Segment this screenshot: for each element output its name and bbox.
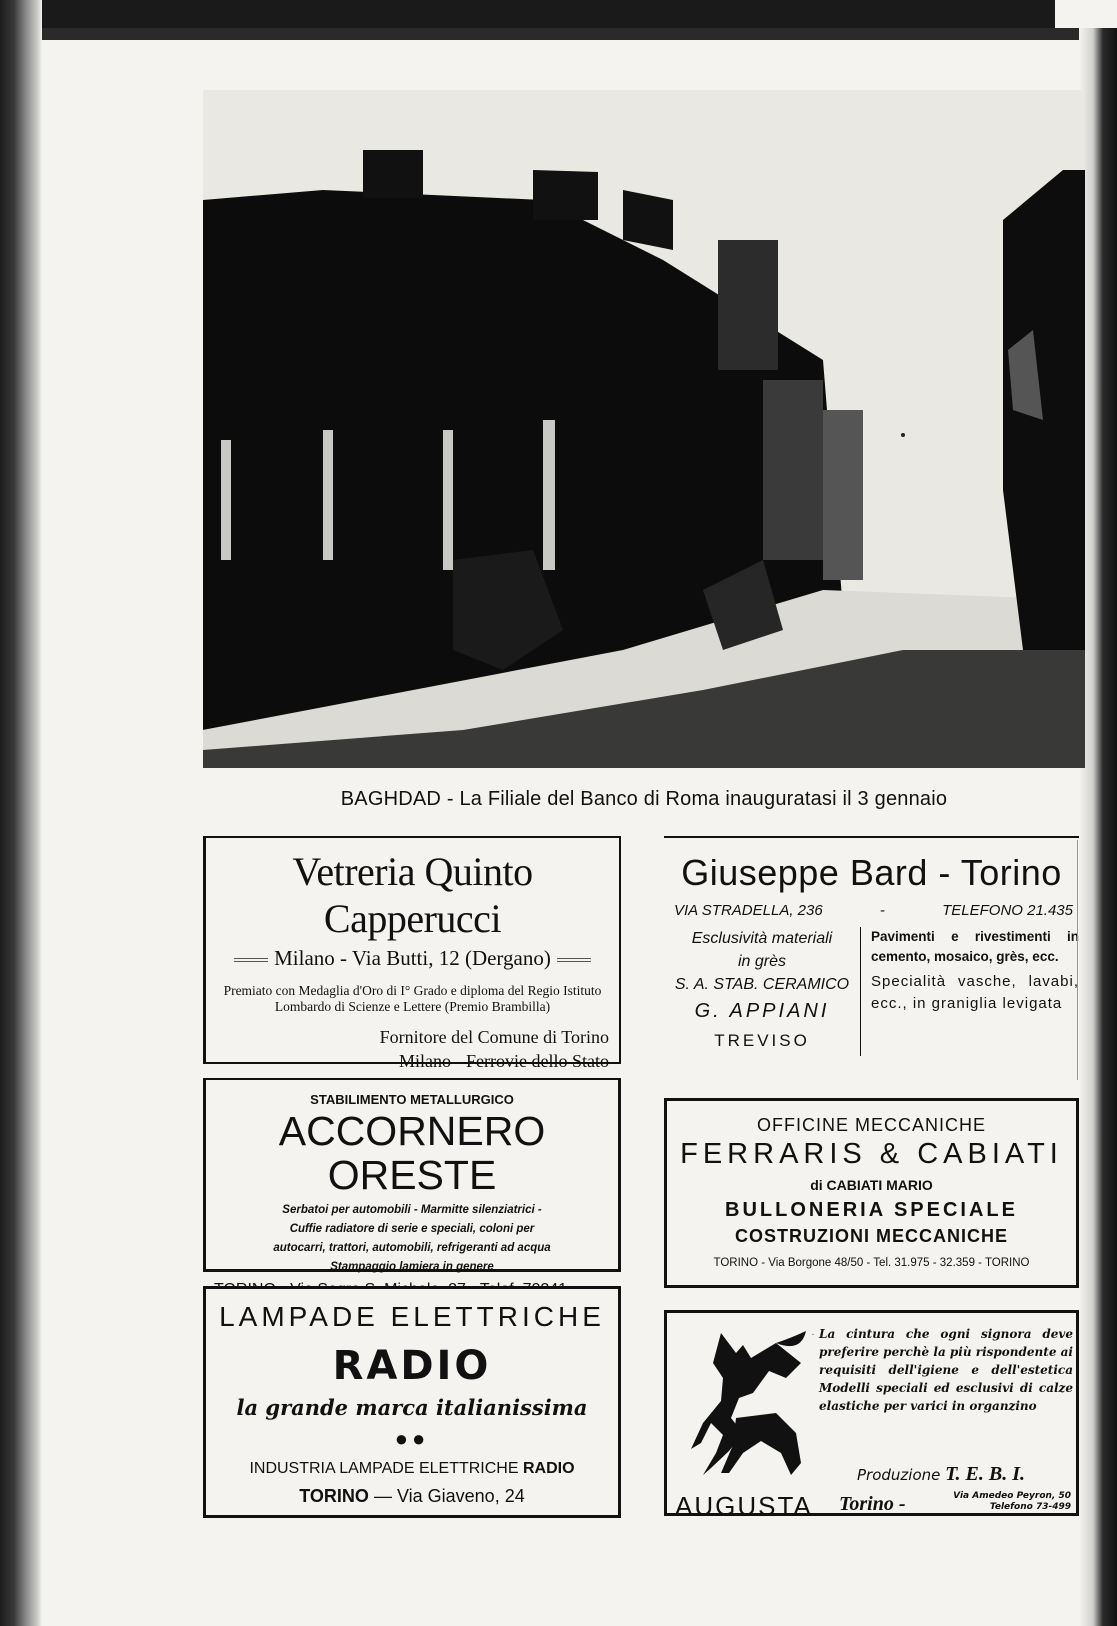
- lampade-title: LAMPADE ELETTRICHE: [219, 1301, 605, 1332]
- ferraris-footer: TORINO - Via Borgone 48/50 - Tel. 31.975 - 32.359 - TORINO: [713, 1257, 1030, 1269]
- ferraris-line-2: BULLONERIA SPECIALE: [725, 1199, 1018, 1221]
- street-scene-image: [203, 90, 1085, 768]
- bard-dash: -: [879, 902, 885, 919]
- accornero-pretitle: STABILIMENTO METALLURGICO: [310, 1092, 514, 1107]
- ad-ferraris-cabiati: [664, 1098, 1079, 1288]
- ad-augusta: [664, 1310, 1079, 1521]
- ferraris-line-1: di CABIATI MARIO: [810, 1177, 933, 1193]
- bard-left-column: [664, 927, 861, 1056]
- vetreria-address: Milano - Via Butti, 12 (Dergano): [274, 946, 551, 970]
- lampade-industry: [206, 1460, 618, 1478]
- bard-title: Giuseppe Bard - Torino: [681, 852, 1062, 893]
- dancer-and-deer-illustration: [681, 1323, 811, 1483]
- bard-contact-row: [664, 894, 1079, 919]
- augusta-address: [929, 1491, 1071, 1513]
- lampade-tagline: la grande marca italianissima: [236, 1395, 588, 1420]
- accornero-desc-3: autocarri, trattori, automobili, refrigeranti ad acqua: [273, 1242, 551, 1254]
- vetreria-supplier-1: Fornitore del Comune di Torino: [379, 1027, 609, 1047]
- ad-lampade-radio: [203, 1286, 621, 1518]
- lampade-address-line: [206, 1486, 618, 1507]
- ferraris-title: FERRARIS & CABIATI: [680, 1138, 1063, 1170]
- augusta-city: Torino -: [839, 1493, 906, 1515]
- bard-phone: TELEFONO 21.435: [942, 902, 1073, 919]
- augusta-vertical-mark: ·: [807, 1333, 817, 1336]
- book-spine-shadow: [0, 0, 42, 1626]
- page-right-corner: [1055, 0, 1117, 28]
- lampade-dots: ●●: [394, 1426, 430, 1451]
- lampade-industry-prefix: INDUSTRIA LAMPADE ELETTRICHE: [249, 1460, 519, 1477]
- augusta-production-name: T. E. B. I.: [945, 1463, 1025, 1485]
- ferraris-line-3: COSTRUZIONI MECCANICHE: [735, 1226, 1008, 1246]
- bard-left-2: in grès: [737, 953, 787, 970]
- baghdad-photo: [203, 90, 1085, 768]
- accornero-title: ACCORNERO ORESTE: [278, 1108, 546, 1198]
- bard-right-rule: [1077, 840, 1078, 1080]
- bard-columns: [664, 927, 1079, 1056]
- ferraris-pretitle: OFFICINE MECCANICHE: [756, 1115, 986, 1135]
- vetreria-prize: Premiato con Medaglia d'Oro di I° Grado e diploma del Regio Istituto Lombardo di Scienze e Lettere (Premio Brambilla): [223, 983, 602, 1014]
- ad-vetreria-capperucci: [203, 836, 621, 1071]
- ad-giuseppe-bard: [664, 836, 1079, 1082]
- ad-accornero-oreste: [203, 1078, 621, 1272]
- bard-left-3: S. A. STAB. CERAMICO: [674, 976, 850, 993]
- bard-right-1: Pavimenti e rivestimenti in cemento, mosaico, grès, ecc.: [871, 929, 1079, 964]
- page-top-border: [0, 0, 1060, 28]
- vetreria-title: Vetreria Quinto Capperucci: [292, 849, 533, 941]
- accornero-desc-1: Serbatoi per automobili - Marmitte silenziatrici -: [282, 1204, 542, 1216]
- accornero-desc-2: Cuffie radiatore di serie e speciali, coloni per: [289, 1223, 535, 1235]
- augusta-address-2: Telefono 73-499: [989, 1502, 1071, 1512]
- lampade-industry-brand: RADIO: [522, 1460, 575, 1477]
- bard-left-5: TREVISO: [714, 1031, 810, 1050]
- page-top-shadow: [0, 28, 1085, 40]
- bard-right-2: Specialità vasche, lavabi, ecc., in graniglia levigata: [871, 973, 1079, 1012]
- augusta-address-1: Via Amedeo Peyron, 50: [953, 1491, 1071, 1501]
- bard-address: VIA STRADELLA, 236: [674, 902, 823, 919]
- accornero-desc-4: Stampaggio lamiera in genere: [330, 1261, 494, 1273]
- vetreria-supplier-2: Milano - Ferrovie dello Stato: [399, 1051, 609, 1071]
- augusta-production: [857, 1463, 1025, 1486]
- bard-left-1: Esclusività materiali: [691, 930, 833, 947]
- lampade-brand: RADIO: [332, 1343, 492, 1389]
- accornero-description: [206, 1201, 618, 1277]
- lampade-city: TORINO: [299, 1486, 369, 1506]
- bard-left-4: G. APPIANI: [694, 1000, 830, 1022]
- photo-caption: BAGHDAD - La Filiale del Banco di Roma inauguratasi il 3 gennaio: [340, 788, 948, 810]
- lampade-address: — Via Giaveno, 24: [373, 1486, 525, 1506]
- augusta-production-label: Produzione: [857, 1466, 941, 1484]
- bard-right-column: [861, 927, 1079, 1056]
- augusta-brand: AUGUSTA: [675, 1491, 813, 1521]
- vetreria-address-line: [206, 946, 619, 971]
- augusta-text: La cintura che ogni signora deve preferire perchè la più rispondente ai requisiti dell'igiene e dell'estetica Modelli speciali ed esclusivi di calze elastiche per varici in organzino: [819, 1327, 1073, 1413]
